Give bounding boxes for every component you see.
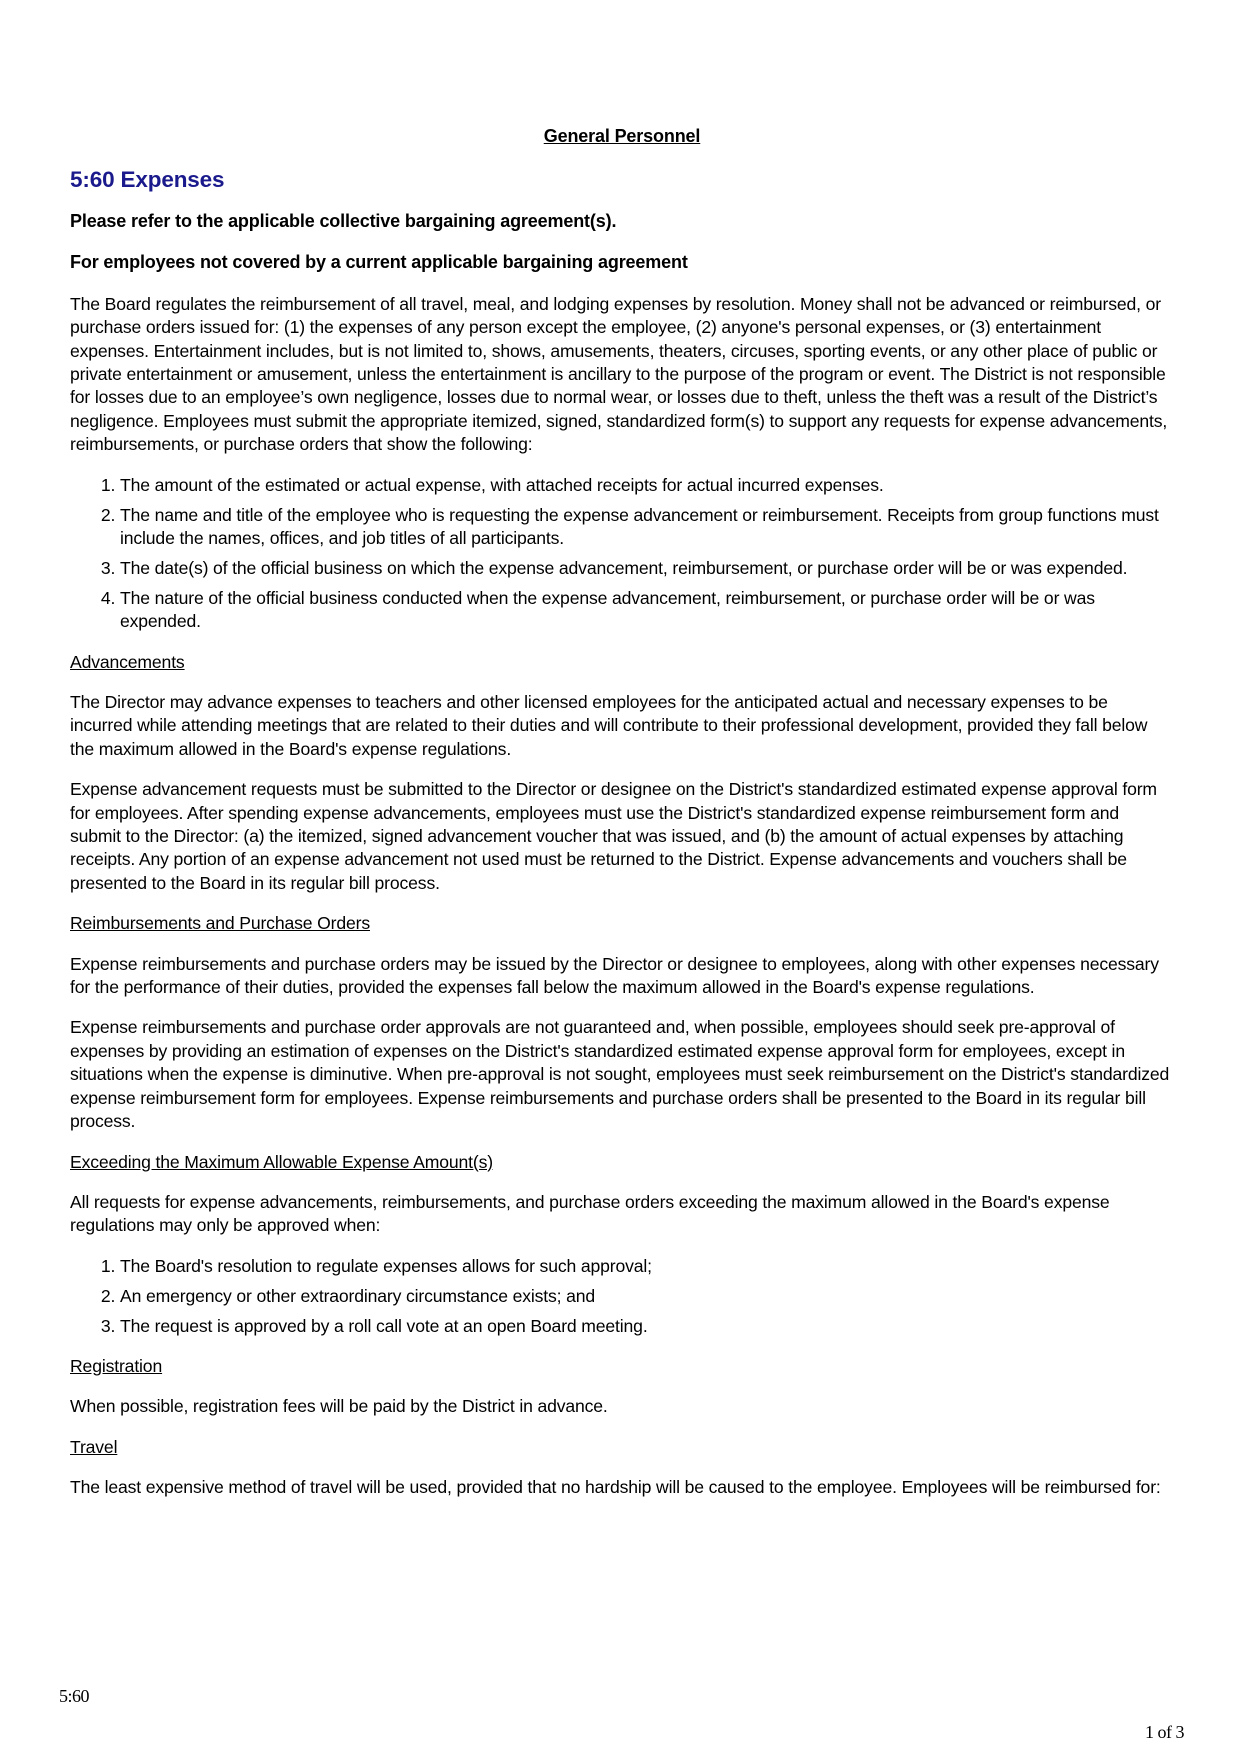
- list-item: 3. The request is approved by a roll call vote at an open Board meeting.: [120, 1315, 1174, 1338]
- registration-paragraph: When possible, registration fees will be paid by the District in advance.: [70, 1396, 608, 1417]
- list-item: 3. The date(s) of the official business on which the expense advancement, reimbursement, or purchase order will be or was expended.: [120, 557, 1174, 580]
- refer-line: Please refer to the applicable collective bargaining agreement(s).: [70, 211, 617, 231]
- policy-title: 5:60 Expenses: [70, 167, 225, 192]
- advancements-paragraph-2: Expense advancement requests must be submitted to the Director or designee on the District's standardized estimated expense approval form for employees. After spending expense advancements, employees must use the District's standardized expense reimbursement form and submit to the Director: (a) the itemized, signed advancement voucher that was issued, and (b) the amount of actual expenses by attaching receipts. Any portion of an expense advancement not used must be returned to the District. Expense advancements and vouchers shall be presented to the Board in its regular bill process.: [70, 779, 1157, 893]
- list-item: 2. An emergency or other extraordinary circumstance exists; and: [120, 1285, 1174, 1308]
- registration-heading: Registration: [70, 1355, 163, 1376]
- list-item: 1. The Board's resolution to regulate expenses allows for such approval;: [120, 1255, 1174, 1278]
- advancements-paragraph-1: The Director may advance expenses to teachers and other licensed employees for the anticipated actual and necessary expenses to be incurred while attending meetings that are related to their duties and will contribute to their professional development, provided they fall below the maximum allowed in the Board's expense regulations.: [70, 692, 1148, 759]
- document-content: [70, 124, 1174, 1517]
- list-item: 2. The name and title of the employee who is requesting the expense advancement or reimbursement. Receipts from group functions must include the names, offices, and job titles of all participants.: [120, 504, 1174, 551]
- list-item: 1. The amount of the estimated or actual expense, with attached receipts for actual incurred expenses.: [120, 474, 1174, 497]
- requirements-list: [70, 474, 1174, 634]
- section-heading: General Personnel: [543, 126, 701, 146]
- advancements-heading: Advancements: [70, 651, 185, 672]
- travel-heading: Travel: [70, 1436, 118, 1457]
- intro-paragraph: The Board regulates the reimbursement of all travel, meal, and lodging expenses by resolution. Money shall not be advanced or reimbursed, or purchase orders issued for: (1) the expenses of any person except the employee, (2) anyone's personal expenses, or (3) entertainment expenses. Entertainment includes, but is not limited to, shows, amusements, theaters, circuses, sporting events, or any other place of public or private entertainment or amusement, unless the entertainment is ancillary to the purpose of the program or event. The District is not responsible for losses due to an employee’s own negligence, losses due to normal wear, or losses due to theft, unless the theft was a result of the District’s negligence. Employees must submit the appropriate itemized, signed, standardized form(s) to support any requests for expense advancements, reimbursements, or purchase orders that show the following:: [70, 293, 1168, 455]
- reimbursements-paragraph-2: Expense reimbursements and purchase order approvals are not guaranteed and, when possible, employees should seek pre-approval of expenses by providing an estimation of expenses on the District's standardized estimated expense approval form for employees, except in situations when the expense is diminutive. When pre-approval is not sought, employees must seek reimbursement on the District's standardized expense reimbursement form for employees. Expense reimbursements and purchase orders shall be presented to the Board in its regular bill process.: [70, 1017, 1170, 1132]
- list-item: 4. The nature of the official business conducted when the expense advancement, reimbursement, or purchase order will be or was expended.: [120, 587, 1174, 634]
- footer-page-indicator: 1 of 3: [1145, 1722, 1184, 1742]
- footer-policy-code: 5:60: [59, 1686, 90, 1706]
- reimbursements-paragraph-1: Expense reimbursements and purchase orders may be issued by the Director or designee to employees, along with other expenses necessary for the performance of their duties, provided the expenses fall below the maximum allowed in the Board's expense regulations.: [70, 953, 1159, 998]
- exceeding-heading: Exceeding the Maximum Allowable Expense Amount(s): [70, 1151, 493, 1172]
- exceeding-paragraph: All requests for expense advancements, reimbursements, and purchase orders exceeding the maximum allowed in the Board's expense regulations may only be approved when:: [70, 1191, 1110, 1236]
- conditions-list: [70, 1255, 1174, 1338]
- reimbursements-heading: Reimbursements and Purchase Orders: [70, 913, 370, 934]
- travel-paragraph: The least expensive method of travel will be used, provided that no hardship will be caused to the employee. Employees will be reimbursed for:: [70, 1477, 1161, 1498]
- not-covered-line: For employees not covered by a current applicable bargaining agreement: [70, 252, 688, 273]
